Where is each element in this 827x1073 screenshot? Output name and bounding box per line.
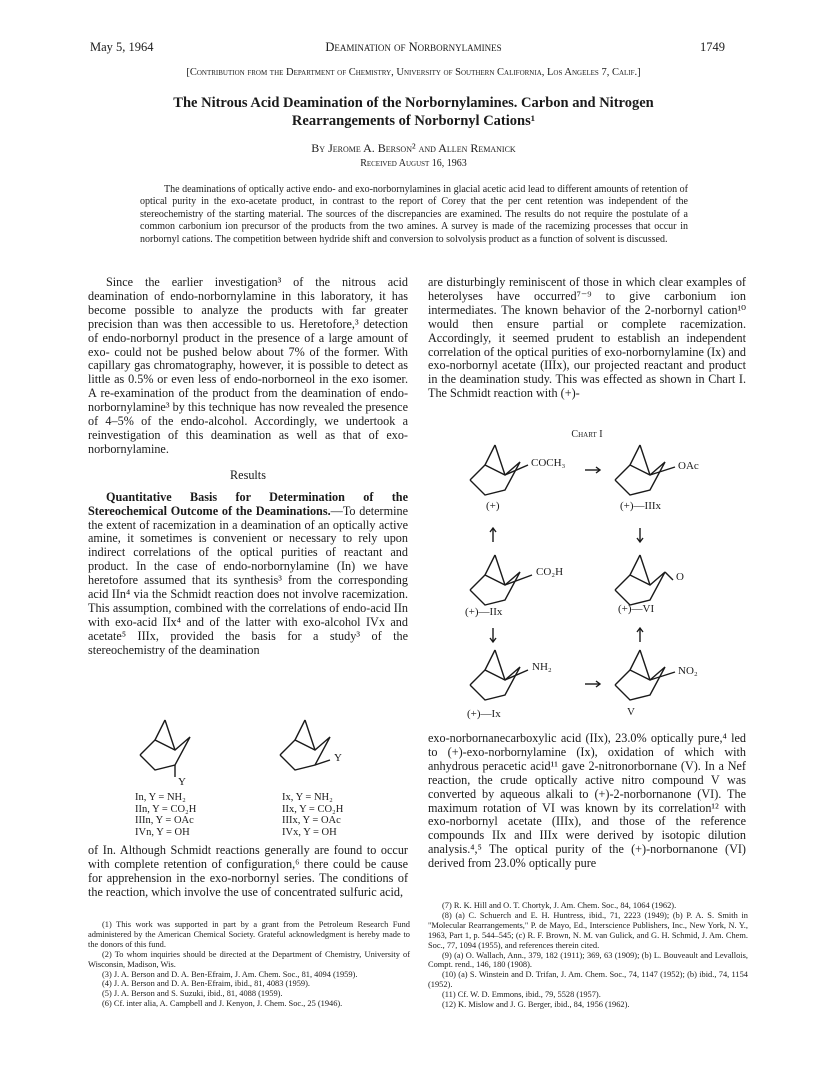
left-column-continued	[88, 844, 408, 900]
group-OAc: OAc	[678, 460, 699, 472]
exo-acid-structure	[470, 555, 532, 605]
right-paragraph-2: exo-norbornanecarboxylic acid (IIx), 23.0% optically pure,⁴ led to (+)-exo-norbornylamine (Ix), oxidation of which with anhydrous peracetic acid¹¹ gave 2-nitronorbornane (V). In a Nef reaction, the crude optically active nitro compound V was converted by aqueous alkali to (+)-2-norbornanone (VI). The maximum rotation of VI was known by its correlation¹² with exo-norbornyl acetate (IIIx), and those of the reference compounds IIx and IIIx were derived by isotopic dilution analysis.⁴,⁵ The optical purity of the (+)-norbornanone (VI) derived from 23.0% optically pure	[428, 731, 746, 871]
arrow-up-2	[637, 628, 643, 642]
label-IIx: IIx, Y = CO₂H	[282, 803, 344, 815]
footnote-1: (1) This work was supported in part by a grant from the Petroleum Research Fund administered by the American Chemical Society. Grateful acknowledgment is hereby made to the donors of this fund.	[88, 920, 410, 949]
intro-paragraph: Since the earlier investigation³ of the nitrous acid deamination of endo-norbornylamine in this laboratory, it has become possible to analyze the products with far greater precision than was then accessible to us. Heretofore,³ detection of endo-norbornyl product in the presence of a large amount of exo- could not be pushed below about 7% of the former. With capillary gas chromatography, however, it is possible to detect as little as 0.5% or even less of endo-norborneol in the exo isomer. A re-examination of the product from the deamination of endo-norbornylamine³ by this technique has now revealed the presence of 4–5% of the endo-alcohol. Accordingly, we undertook a reinvestigation of this deamination as well as that of exo-norbornylamine.	[88, 275, 408, 456]
article-title	[60, 94, 767, 130]
label-IVn: IVn, Y = OH	[135, 826, 190, 838]
footnote-7: (7) R. K. Hill and O. T. Chortyk, J. Am. Chem. Soc., 84, 1064 (1962).	[442, 901, 677, 910]
group-NO2: NO₂	[678, 665, 698, 677]
label-cmpd4: (+)—VI	[618, 603, 655, 615]
exo-norbornane-structure	[280, 720, 330, 770]
footnote-12: (12) K. Mislow and J. G. Berger, ibid., 84, 1956 (1962).	[442, 1000, 630, 1010]
label-IIIn: IIIn, Y = OAc	[135, 815, 194, 826]
exo-acetate-structure	[615, 445, 675, 495]
running-title: Deamination of Norbornylamines	[325, 40, 502, 54]
results-heading: Results	[230, 467, 266, 482]
arrow-right-2	[585, 681, 600, 687]
arrow-down-2	[490, 628, 496, 642]
endo-y-label: Y	[178, 776, 186, 788]
norbornane-structures	[130, 715, 390, 795]
footnote-2: (2) To whom inquiries should be directed at the Department of Chemistry, University of Wisconsin, Madison, Wis.	[88, 949, 410, 969]
label-IIIx: IIIx, Y = OAc	[282, 815, 341, 826]
header-date: May 5, 1964	[90, 40, 154, 54]
footnote-spacer	[88, 911, 408, 912]
arrow-right-1	[585, 467, 600, 473]
authors: By Jerome A. Berson² and Allen Remanick	[311, 141, 516, 155]
right-paragraph-1: are disturbingly reminiscent of those in which clear examples of heterolyses have occurred⁷⁻⁹ to give carbonium ion intermediates. The known behavior of the 2-norbornyl cation¹⁰ would then ensure partial or complete racemization. Accordingly, it seemed prudent to establish an independent correlation of the optical purities of exo-norbornylamine (Ix) and exo-norbornyl acetate (IIIx), our projected reactant and product in the deamination study. This was effected as shown in Chart I. The Schmidt reaction with (+)-	[428, 275, 746, 401]
label-IVx: IVx, Y = OH	[282, 826, 337, 838]
exo-y-label: Y	[334, 752, 342, 764]
endo-series-labels	[135, 792, 196, 838]
label-Ix: Ix, Y = NH₂	[282, 792, 333, 803]
received-date: Received August 16, 1963	[360, 158, 467, 169]
title-line-2: Rearrangements of Norbornyl Cations¹	[291, 113, 536, 129]
right-column-continued	[428, 732, 746, 871]
continuation-paragraph: of In. Although Schmidt reactions generally are found to occur with complete retention of configuration,⁶ there could be cause for apprehension in the exo-norbornyl series. The conditions of the reaction, which involve the use of concentrated sulfuric acid,	[88, 843, 408, 899]
group-COCH3: COCH₃	[531, 457, 566, 469]
label-In: In, Y = NH₂	[135, 792, 186, 803]
results-paragraph	[88, 491, 408, 658]
footnote-5: (5) J. A. Berson and S. Suzuki, ibid., 81, 4088 (1959).	[102, 989, 283, 999]
footnote-3: (3) J. A. Berson and D. A. Ben-Efraim, J. Am. Chem. Soc., 81, 4094 (1959).	[102, 969, 358, 979]
footnote-11: (11) Cf. W. D. Emmons, ibid., 79, 5528 (1957).	[442, 990, 601, 1000]
results-subheading: Quantitative Basis for Determination of the Stereochemical Outcome of the Deaminations.	[88, 489, 408, 518]
abstract: The deaminations of optically active endo- and exo-norbornylamines in glacial acetic acid lead to different amounts of retention of optical purity in the exo-acetate product, in contrast to the report of Corey that the per cent retention was independent of the stereochemistry of the starting material. The sources of the discrepancies are examined. The results do not require the postulate of a common carbonium ion precursor of the products from the two amines. A survey is made of the racemizing processes that occur in norbornyl cations. The competition between hydride shift and conversion to solvolysis product as a function of solvent is discussed.	[140, 184, 688, 245]
label-cmpd1: (+)	[486, 500, 500, 512]
footnote-8: (8) (a) C. Schuerch and E. H. Huntress, ibid., 71, 2223 (1949); (b) P. A. S. Smith in "Molecular Rearrangements," P. de Mayo, Ed., Interscience Publishers, Inc., New York, N. Y., 1963, Part 1, p. 544–545; (c) R. F. Brown, N. M. van Gulick, and G. H. Schmid, J. Am. Chem. Soc., 77, 1094 (1955), and references therein cited.	[428, 910, 748, 950]
group-CO2H: CO₂H	[536, 566, 564, 578]
label-IIn: IIn, Y = CO₂H	[135, 803, 197, 815]
arrow-down-1	[637, 528, 643, 542]
footnote-10: (10) (a) S. Winstein and D. Trifan, J. Am. Chem. Soc., 74, 1147 (1952); (b) ibid., 74, 1154 (1952).	[428, 970, 748, 990]
right-column	[428, 276, 746, 401]
chart-title: Chart I	[571, 429, 603, 440]
title-line-1: The Nitrous Acid Deamination of the Norbornylamines. Carbon and Nitrogen	[173, 95, 654, 111]
exo-amine-structure	[470, 650, 528, 700]
endo-norbornane-structure	[140, 720, 190, 777]
footnote-6: (6) Cf. inter alia, A. Campbell and J. Kenyon, J. Chem. Soc., 25 (1946).	[102, 999, 343, 1009]
label-cmpd5: (+)—Ix	[467, 708, 501, 720]
footnotes-left	[88, 920, 410, 1009]
reaction-scheme	[440, 440, 740, 730]
label-cmpd3: (+)—IIx	[465, 606, 503, 618]
footnote-9: (9) (a) O. Wallach, Ann., 379, 182 (1911); 369, 63 (1909); (b) L. Bouveault and Levallois, Compt. rend., 146, 180 (1908).	[428, 950, 748, 970]
methyl-ketone-structure	[470, 445, 528, 495]
norbornanone-structure	[615, 555, 673, 605]
arrow-up	[490, 528, 496, 542]
label-cmpd2: (+)—IIIx	[620, 500, 662, 512]
page-number: 1749	[700, 40, 725, 54]
left-column	[88, 276, 408, 658]
exo-series-labels	[282, 792, 343, 838]
group-NH2: NH₂	[532, 661, 552, 673]
footnote-4: (4) J. A. Berson and D. A. Ben-Efraim, ibid., 81, 4083 (1959).	[102, 979, 310, 989]
group-O: O	[676, 571, 684, 583]
footnotes-right	[428, 901, 748, 1010]
nitro-structure	[615, 650, 675, 700]
affiliation: [Contribution from the Department of Chemistry, University of Southern California, Los Angeles 7, Calif.]	[186, 67, 641, 78]
results-text: —To determine the extent of racemization in a deamination of an optically active amine, it sometimes is convenient or necessary to rely upon indirect correlations of the optical purities of reactant and product. In the case of endo-norbornylamine (In) we have heretofore assumed that its synthesis³ from the corresponding acid IIn⁴ via the Schmidt reaction does not involve racemization. This assumption, combined with the correlations of endo-acid IIn with exo-acid IIx⁴ and of the latter with exo-alcohol IVx and acetate⁵ IIIx, provided the basis for a study³ of the stereochemistry of the deamination	[88, 503, 408, 657]
label-cmpd6: V	[627, 706, 635, 718]
